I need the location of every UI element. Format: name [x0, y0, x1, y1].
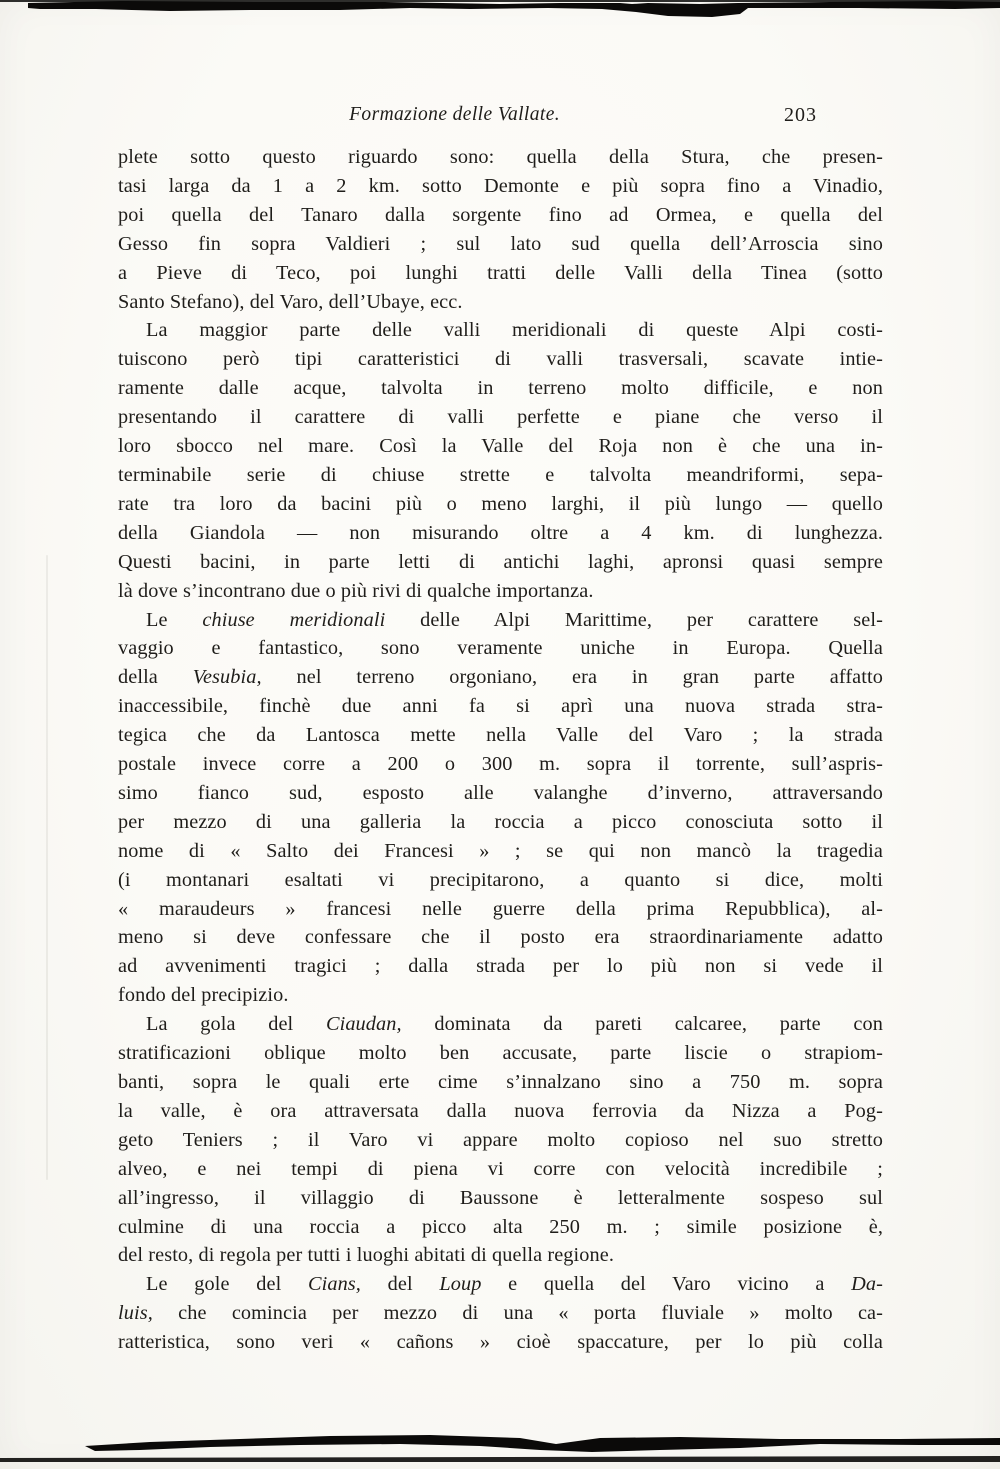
text-segment: Le — [146, 608, 203, 631]
text-segment: tegica che da Lantosca mette nella Valle del Varo ; la strada — [118, 724, 883, 747]
text-segment: della — [118, 666, 193, 689]
text-segment: del resto, di regola per tutti i luoghi abitati di quella regione. — [118, 1244, 615, 1267]
text-segment: Gesso fin sopra Valdieri ; sul lato sud quella dell’Arroscia sino — [118, 232, 883, 255]
text-segment: alveo, e nei tempi di piena vi corre con velocità incredibile ; — [118, 1157, 883, 1180]
text-line — [118, 1126, 883, 1155]
text-line — [118, 634, 883, 663]
text-line — [118, 923, 883, 952]
text-line — [118, 345, 883, 374]
text-segment: plete sotto questo riguardo sono: quella della Stura, che presen- — [118, 146, 883, 168]
text-line — [118, 692, 883, 721]
paragraph — [118, 143, 883, 316]
text-line — [118, 866, 883, 895]
page-number: 203 — [784, 104, 817, 126]
page-header — [118, 104, 883, 131]
text-line — [118, 172, 883, 201]
text-segment: ad avvenimenti tragici ; dalla strada per lo più non si vede il — [118, 955, 883, 978]
scan-artifact-top — [0, 0, 1000, 26]
text-line — [118, 548, 883, 577]
text-segment: inaccessibile, finchè due anni fa si aprì una nuova strada stra- — [118, 695, 883, 718]
text-segment: loro sbocco nel mare. Così la Valle del Roja non è che una in- — [118, 435, 883, 458]
text-segment: delle Alpi Marittime, per carattere sel- — [385, 608, 883, 631]
italic-text: chiuse meridionali — [202, 608, 386, 631]
text-line — [118, 143, 883, 172]
text-line — [118, 1039, 883, 1068]
text-segment: rate tra loro da bacini più o meno larghi, il più lungo — quello — [118, 492, 883, 515]
text-segment: per mezzo di una galleria la roccia a picco conosciuta sotto il — [118, 810, 883, 833]
text-segment: simo fianco sud, esposto alle valanghe d’inverno, attraversando — [118, 781, 883, 804]
text-line — [118, 1097, 883, 1126]
text-line — [118, 461, 883, 490]
text-segment: tuiscono però tipi caratteristici di valli trasversali, scavate intie- — [118, 348, 883, 371]
text-line — [118, 201, 883, 230]
text-line — [118, 1184, 883, 1213]
italic-text: Loup — [439, 1273, 482, 1296]
text-segment: Questi bacini, in parte letti di antichi laghi, apronsi quasi sempre — [118, 550, 883, 573]
text-segment: Le gole del — [146, 1273, 308, 1296]
text-line — [118, 837, 883, 866]
text-segment: banti, sopra le quali erte cime s’innalzano sino a 750 m. sopra — [118, 1071, 883, 1093]
text-line — [118, 577, 883, 606]
text-segment: meno si deve confessare che il posto era straordinariamente adatto — [118, 926, 883, 949]
text-segment: tasi larga da 1 a 2 km. sotto Demonte e più sopra fino a Vinadio, — [118, 174, 883, 197]
text-line — [118, 1241, 883, 1270]
text-line — [118, 952, 883, 981]
text-line — [118, 663, 883, 692]
italic-text: luis, — [118, 1302, 153, 1325]
text-line — [118, 374, 883, 403]
text-segment: ramente dalle acque, talvolta in terreno molto difficile, e non — [118, 377, 883, 400]
text-line — [118, 1328, 883, 1357]
italic-text: Vesubia, — [192, 666, 262, 689]
paragraph — [118, 606, 883, 1011]
text-segment: La gola del — [146, 1013, 326, 1036]
running-title: Formazione delle Vallate. — [349, 104, 561, 125]
body-text — [118, 143, 883, 1357]
text-segment: fondo del precipizio. — [118, 984, 289, 1007]
text-line — [118, 259, 883, 288]
text-segment: che comincia per mezzo di una « porta fluviale » molto ca- — [152, 1302, 883, 1325]
text-line — [118, 403, 883, 432]
text-line — [118, 316, 883, 345]
text-segment: geto Teniers ; il Varo vi appare molto copioso nel suo stretto — [118, 1128, 883, 1151]
text-segment: a Pieve di Teco, poi lunghi tratti delle Valli della Tinea (sotto — [118, 261, 883, 284]
text-line — [118, 288, 883, 317]
text-segment: postale invece corre a 200 o 300 m. sopra il torrente, sull’aspris- — [118, 753, 883, 776]
page-content — [118, 104, 883, 1357]
text-segment: La maggior parte delle valli meridionali di queste Alpi costi- — [146, 319, 883, 342]
text-line — [118, 1213, 883, 1242]
italic-text: Ciaudan, — [325, 1013, 402, 1036]
text-segment: ratteristica, sono veri « cañons » cioè spaccature, per lo più colla — [118, 1331, 883, 1354]
text-segment: Santo Stefano), del Varo, dell’Ubaye, ecc. — [118, 290, 463, 313]
text-line — [118, 230, 883, 259]
text-segment: terminabile serie di chiuse strette e talvolta meandriformi, sepa- — [118, 463, 883, 486]
text-segment: là dove s’incontrano due o più rivi di qualche importanza. — [118, 579, 594, 602]
text-line — [118, 981, 883, 1010]
text-line — [118, 779, 883, 808]
text-segment: all’ingresso, il villaggio di Baussone è letteralmente sospeso sul — [118, 1186, 883, 1209]
text-line — [118, 721, 883, 750]
text-segment: la valle, è ora attraversata dalla nuova ferrovia da Nizza a Pog- — [118, 1099, 883, 1122]
text-segment: nome di « Salto dei Francesi » ; se qui non mancò la tragedia — [118, 839, 883, 862]
text-line — [118, 1010, 883, 1039]
text-segment: (i montanari esaltati vi precipitarono, a quanto si dice, molti — [118, 868, 883, 891]
text-line — [118, 1155, 883, 1184]
paragraph — [118, 316, 883, 605]
text-segment: del — [360, 1273, 440, 1296]
text-segment: poi quella del Tanaro dalla sorgente fino ad Ormea, e quella del — [118, 203, 883, 226]
text-line — [118, 432, 883, 461]
text-line — [118, 1270, 883, 1299]
italic-text: Da- — [851, 1273, 884, 1296]
text-segment: culmine di una roccia a picco alta 250 m. ; simile posizione è, — [118, 1215, 883, 1238]
text-segment: nel terreno orgoniano, era in gran parte affatto — [261, 666, 883, 689]
paragraph — [118, 1270, 883, 1357]
italic-text: Cians, — [307, 1273, 361, 1296]
text-segment: presentando il carattere di valli perfette e piane che verso il — [118, 406, 883, 429]
text-segment: stratificazioni oblique molto ben accusate, parte liscie o strapiom- — [118, 1042, 883, 1065]
text-line — [118, 490, 883, 519]
text-segment: della Giandola — non misurando oltre a 4 km. di lunghezza. — [118, 521, 883, 544]
scan-artifact-bottom — [0, 1432, 1000, 1462]
text-segment: e quella del Varo vicino a — [481, 1273, 852, 1296]
text-line — [118, 808, 883, 837]
text-line — [118, 750, 883, 779]
paragraph — [118, 1010, 883, 1270]
text-segment: « maraudeurs » francesi nelle guerre della prima Repubblica), al- — [118, 897, 883, 920]
text-line — [118, 895, 883, 924]
text-line — [118, 519, 883, 548]
text-line — [118, 1299, 883, 1328]
page-fold-line — [46, 555, 48, 1180]
text-segment: dominata da pareti calcaree, parte con — [401, 1013, 883, 1036]
text-line — [118, 606, 883, 635]
text-line — [118, 1068, 883, 1097]
text-segment: vaggio e fantastico, sono veramente uniche in Europa. Quella — [118, 637, 883, 660]
